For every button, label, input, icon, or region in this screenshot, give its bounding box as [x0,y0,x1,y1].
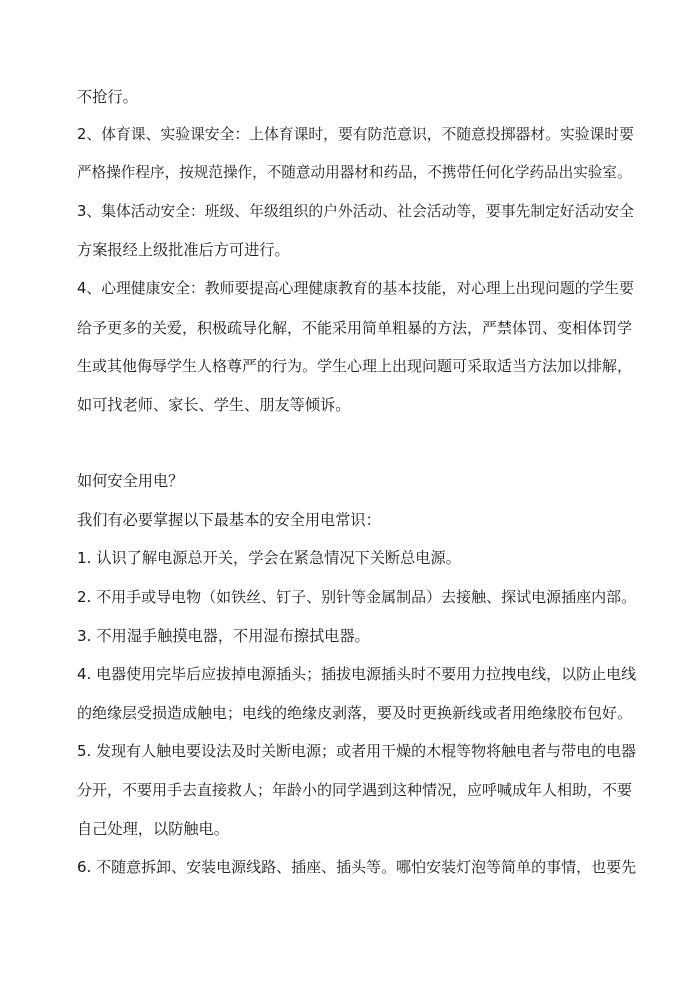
text-line: 3. 不用湿手触摸电器，不用湿布擦拭电器。 [77,627,370,645]
text-line: 分开，不要用手去直接救人；年龄小的同学遇到这种情况，应呼喊成年人相助，不要 [77,781,633,799]
text-line: 自己处理，以防触电。 [77,820,229,838]
text-line: 方案报经上级批准后方可进行。 [77,241,290,259]
text-line: 给予更多的关爱，积极疏导化解，不能采用简单粗暴的方法，严禁体罚、变相体罚学 [77,319,633,337]
text-line: 生或其他侮辱学生人格尊严的行为。学生心理上出现问题可采取适当方法加以排解， [77,357,633,375]
text-line: 严格操作程序，按规范操作，不随意动用器材和药品，不携带任何化学药品出实验室。 [77,164,632,181]
text-line: 的绝缘层受损造成触电；电线的绝缘皮剥落，要及时更换新线或者用绝缘胶布包好。 [77,704,633,722]
text-line: 5. 发现有人触电要设法及时关断电源；或者用干燥的木棍等物将触电者与带电的电器 [77,742,637,760]
text-line: 如可找老师、家长、学生、朋友等倾诉。 [77,396,351,414]
text-line: 6. 不随意拆卸、安装电源线路、插座、插头等。哪怕安装灯泡等简单的事情，也要先 [77,858,637,876]
text-line: 2、体育课、实验课安全：上体育课时，要有防范意识，不随意投掷器材。实验课时要 [77,126,634,143]
section-heading: 如何安全用电？ [77,472,184,490]
text-line: 2. 不用手或导电物（如铁丝、钉子、别针等金属制品）去接触、探试电源插座内部。 [77,588,637,606]
text-line: 4、心理健康安全：教师要提高心理健康教育的基本技能，对心理上出现问题的学生要 [77,280,634,297]
text-line: 不抢行。 [77,88,138,106]
text-line: 3、集体活动安全：班级、年级组织的户外活动、社会活动等，要事先制定好活动安全 [77,203,634,220]
text-line: 我们有必要掌握以下最基本的安全用电常识： [77,511,381,529]
text-line: 4. 电器使用完毕后应拔掉电源插头；插拔电源插头时不要用力拉拽电线，以防止电线 [77,665,637,683]
text-line: 1. 认识了解电源总开关，学会在紧急情况下关断总电源。 [77,549,461,567]
